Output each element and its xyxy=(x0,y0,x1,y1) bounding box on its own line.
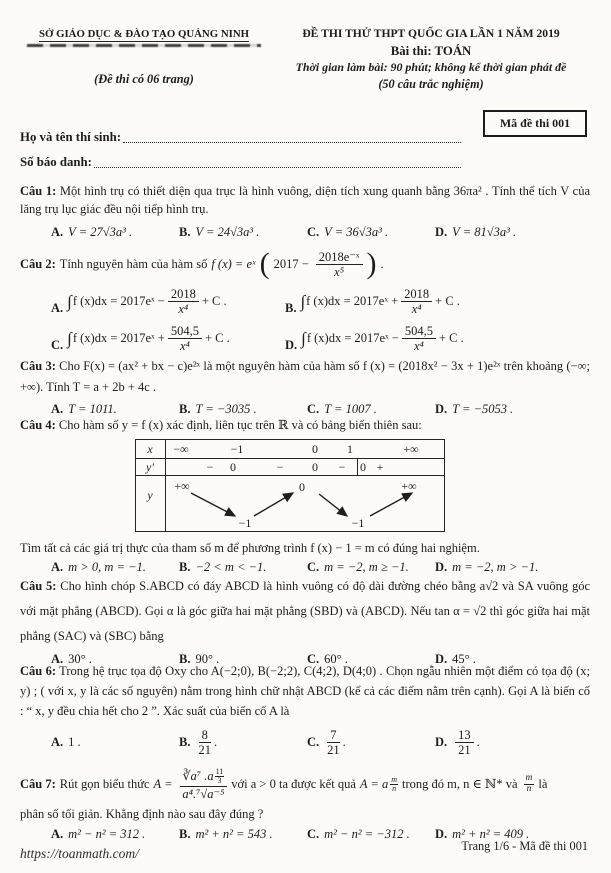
option-d xyxy=(435,560,563,575)
option-a xyxy=(51,287,285,316)
option-text: V = 27√3a³ . xyxy=(68,225,133,239)
question-text xyxy=(20,768,590,801)
options-row xyxy=(20,320,590,357)
sign: + xyxy=(376,459,384,474)
exponent-denominator: 3 xyxy=(217,776,222,786)
option-label: A. xyxy=(51,402,64,416)
option-label: A. xyxy=(51,225,64,239)
question-body: Trong hệ trục tọa độ Oxy cho A(−2;0), B(−2;2), C(4;2), D(4;0) . Chọn ngẫu nhiên một điểm có tọa độ (x; y) ; ( với x, y là các số nguyên) nằm trong hình chữ nhật ABCD (kể cả các điểm nằm trên cạnh). Gọi A là biến cố : “ x, y đều chia hết cho 2 ”. Xác suất của biến cố A là xyxy=(20,664,590,718)
x-value: −1 xyxy=(230,441,244,456)
scan-smudge-line xyxy=(27,44,261,47)
option-text: 30° . xyxy=(68,652,92,666)
candidate-id-label: Số báo danh: xyxy=(20,155,92,169)
question-number: Câu 7: xyxy=(20,776,56,791)
row-label-y: y xyxy=(147,487,153,502)
option-text: m² − n² = 312 . xyxy=(68,827,146,842)
option-text: T = 1007 . xyxy=(324,402,377,416)
option-text: m = −2, m > −1. xyxy=(452,560,539,574)
option-c xyxy=(51,324,285,353)
exponent-numerator: 11 xyxy=(215,767,224,776)
option-b xyxy=(179,402,307,417)
question-body: Một hình trụ có thiết diện qua trục là hình vuông, diện tích xung quanh bằng 36πa² . Tính thể tích V của lăng trụ lục giác đều nội tiếp hình trụ. xyxy=(20,184,591,216)
fraction xyxy=(168,324,202,353)
fraction-numerator: 2018 xyxy=(168,287,199,302)
option-text: f (x)dx = 2017eˣ − xyxy=(306,331,399,345)
option-text: m = −2, m ≥ −1. xyxy=(324,560,409,574)
fraction-denominator: 21 xyxy=(327,743,340,757)
candidate-name-label: Họ và tên thí sinh: xyxy=(20,130,121,144)
exponent-numerator: m xyxy=(391,774,398,784)
option-label: B. xyxy=(179,652,191,666)
question-body: Cho hình chóp S.ABCD có đáy ABCD là hình vuông có độ dài đường chéo bằng a√2 và SA vuông góc với mặt phẳng (ABCD). Gọi α là góc giữa hai mặt phẳng (SBD) và (ABCD). Nếu tan α = √2 thì góc giữa hai mặt phẳng (SAC) và (SBC) bằng xyxy=(20,579,590,643)
option-label: A. xyxy=(51,735,64,749)
row-label-y-prime: y' xyxy=(146,459,154,474)
result-exponent xyxy=(390,776,398,794)
option-a xyxy=(51,402,179,417)
x-value: −∞ xyxy=(173,441,189,456)
option-tail: + C . xyxy=(204,331,230,345)
exam-duration: Thời gian làm bài: 90 phút; không kể thời gian phát đề xyxy=(295,60,567,74)
option-text: m > 0, m = −1. xyxy=(68,560,146,574)
question-text-2: Tìm tất cả các giá trị thực của tham số m để phương trình f (x) − 1 = m có đúng hai nghiệm. xyxy=(20,540,480,555)
option-a xyxy=(51,735,179,750)
variation-table xyxy=(135,439,445,532)
fraction-denominator: x⁴ xyxy=(179,339,190,353)
question-body: Rút gọn biểu thức xyxy=(59,776,150,791)
fraction-numerator: 8 xyxy=(199,728,211,743)
option-text: 1 . xyxy=(68,735,81,749)
option-a xyxy=(51,560,179,575)
exam-format: (50 câu trắc nghiệm) xyxy=(378,76,484,91)
integral-sign: ∫ xyxy=(301,328,306,348)
fraction xyxy=(198,728,211,757)
fraction-numerator: 13 xyxy=(455,728,474,743)
arrow-down xyxy=(319,494,347,516)
result-expression: A = a xyxy=(359,776,389,791)
option-text: V = 81√3a³ . xyxy=(452,225,517,239)
tail-text: là xyxy=(538,776,548,791)
question-number: Câu 6: xyxy=(20,664,57,678)
sign: 0 xyxy=(360,459,366,474)
fraction xyxy=(327,728,340,757)
option-c xyxy=(307,402,435,417)
option-tail: . xyxy=(342,735,346,749)
option-text: f (x)dx = 2017eˣ + xyxy=(72,331,165,345)
option-text: T = 1011. xyxy=(68,402,117,416)
option-a xyxy=(51,225,179,240)
arrow-up xyxy=(254,493,293,516)
sign: − xyxy=(276,459,284,474)
option-d xyxy=(435,225,563,240)
question-text: Câu 2: Tính nguyên hàm của hàm số f (x) = eˣ ( 2017 − $\frac{\text{2018e⁻ˣ}}{\text{x⁵}}$ ) . xyxy=(20,246,384,280)
options-grid xyxy=(20,283,590,357)
row-label-x: x xyxy=(147,441,153,456)
option-text: T = −3035 . xyxy=(195,402,257,416)
lhs: A = xyxy=(153,776,173,791)
options-row xyxy=(20,560,590,575)
option-label: B. xyxy=(179,225,191,239)
option-label: A. xyxy=(51,301,64,315)
exam-title: ĐỀ THI THỬ THPT QUỐC GIA LẦN 1 NĂM 2019 xyxy=(302,27,560,40)
fraction-denominator: 21 xyxy=(198,743,211,757)
fraction-numerator xyxy=(180,768,228,787)
fraction-denominator: x⁴ xyxy=(413,339,424,353)
y-limit-right: +∞ xyxy=(401,478,417,493)
fraction-numerator: 504,5 xyxy=(402,324,436,339)
inner-expression: 2017 − xyxy=(273,257,309,271)
option-d xyxy=(435,728,563,757)
options-row xyxy=(20,283,590,320)
option-text: 45° . xyxy=(452,652,476,666)
integral-sign: ∫ xyxy=(67,328,72,348)
x-value: 0 xyxy=(312,441,318,456)
question-5 xyxy=(20,574,590,667)
numerator-text: ∛a⁷ .a xyxy=(182,769,214,783)
dotted-leader xyxy=(94,167,461,168)
option-d xyxy=(285,324,464,353)
option-text: T = −5053 . xyxy=(452,402,514,416)
option-b xyxy=(179,225,307,240)
page-indicator: Trang 1/6 - Mã đề thi 001 xyxy=(461,839,588,853)
option-label: D. xyxy=(285,338,298,352)
option-label: B. xyxy=(179,827,191,842)
question-number: Câu 5: xyxy=(20,579,57,593)
exam-subject: Bài thi: TOÁN xyxy=(390,43,472,58)
dotted-leader xyxy=(123,142,461,143)
option-c xyxy=(307,225,435,240)
option-label: D. xyxy=(435,735,448,749)
question-text-2: phân số tối giản. Khẳng định nào sau đây đúng ? xyxy=(20,806,264,821)
fraction-denominator: a⁴.⁷√a⁻⁵ xyxy=(182,786,225,801)
option-label: A. xyxy=(51,560,64,574)
sign: 0 xyxy=(312,459,318,474)
option-tail: + C . xyxy=(435,294,460,308)
question-4 xyxy=(20,417,590,575)
option-text: V = 36√3a³ . xyxy=(324,225,389,239)
sign: 0 xyxy=(230,459,236,474)
option-label: A. xyxy=(51,827,64,842)
exponent-fraction xyxy=(215,768,225,786)
question-text xyxy=(20,417,590,435)
option-d xyxy=(435,402,563,417)
integral-sign: ∫ xyxy=(300,291,306,311)
option-text: 90° . xyxy=(195,652,220,666)
option-label: B. xyxy=(179,735,191,749)
big-fraction xyxy=(180,768,228,801)
question-7 xyxy=(20,768,590,842)
option-tail: + C . xyxy=(438,331,464,345)
fraction xyxy=(402,324,436,353)
option-label: B. xyxy=(285,301,297,315)
integral-sign: ∫ xyxy=(67,291,72,311)
candidate-name-line xyxy=(20,130,461,145)
fraction xyxy=(455,728,474,757)
option-b xyxy=(179,827,307,842)
option-label: D. xyxy=(435,560,448,574)
option-b xyxy=(285,287,460,316)
question-number: Câu 3: xyxy=(20,359,56,373)
option-label: C. xyxy=(307,560,320,574)
option-label: B. xyxy=(179,402,191,416)
question-text xyxy=(20,183,590,218)
candidate-id-line xyxy=(20,155,461,170)
y-local-min: −1 xyxy=(238,515,252,530)
question-3 xyxy=(20,356,590,417)
exam-code-box: Mã đề thi 001 xyxy=(483,110,587,137)
question-body: Cho F(x) = (ax² + bx − c)e²ˣ là một nguyên hàm của hàm số f (x) = (2018x² − 3x + 1)e²ˣ trên khoảng (−∞; +∞). Tính T = a + 2b + 4c . xyxy=(20,359,590,394)
option-a xyxy=(51,827,179,842)
option-label: C. xyxy=(307,652,320,666)
fraction-numerator: 2018e⁻ˣ xyxy=(316,250,363,265)
option-label: D. xyxy=(435,402,448,416)
option-label: D. xyxy=(435,652,448,666)
options-row xyxy=(20,728,590,757)
option-tail: + C . xyxy=(201,294,227,308)
question-body: Cho hàm số y = f (x) xác định, liên tục trên ℝ và có bảng biến thiên sau: xyxy=(58,418,422,432)
option-label: C. xyxy=(307,225,320,239)
option-text: f (x)dx = 2017eˣ − xyxy=(72,294,165,308)
option-text: m² + n² = 543 . xyxy=(195,827,273,842)
options-row xyxy=(20,225,590,240)
question-body: Tính nguyên hàm của hàm số xyxy=(59,257,208,271)
option-b xyxy=(179,728,307,757)
option-label: B. xyxy=(179,560,191,574)
y-local-min: −1 xyxy=(351,515,365,530)
fraction-numerator: 7 xyxy=(327,728,339,743)
period: . xyxy=(380,257,384,271)
fraction xyxy=(316,250,363,279)
option-label: C. xyxy=(307,735,320,749)
source-url: https://toanmath.com/ xyxy=(20,846,139,861)
y-local-max: 0 xyxy=(299,479,305,494)
option-b xyxy=(179,560,307,575)
fraction-denominator: x⁴ xyxy=(411,302,422,316)
option-text: m² + n² = 409 . xyxy=(452,827,530,842)
question-number: Câu 4: xyxy=(20,418,56,432)
question-text xyxy=(20,574,590,649)
question-2 xyxy=(20,246,590,357)
fraction-numerator: m xyxy=(525,772,533,783)
fraction-denominator: x⁵ xyxy=(334,265,345,279)
department-name: SỞ GIÁO DỤC & ĐÀO TẠO QUẢNG NINH xyxy=(38,28,250,40)
option-label: A. xyxy=(51,652,64,666)
mid-text: với a > 0 ta được kết quả xyxy=(231,776,356,791)
pages-note: (Đề thi có 06 trang) xyxy=(94,72,194,86)
arrow-up xyxy=(370,493,412,516)
x-value: 1 xyxy=(347,441,353,456)
sign: − xyxy=(338,459,346,474)
fraction-denominator: x⁴ xyxy=(178,302,189,316)
option-text: V = 24√3a³ . xyxy=(195,225,260,239)
option-label: C. xyxy=(307,827,320,842)
option-c xyxy=(307,827,435,842)
option-text: −2 < m < −1. xyxy=(195,560,267,574)
fraction xyxy=(168,287,199,316)
x-value: +∞ xyxy=(403,441,419,456)
mn-fraction xyxy=(524,774,535,795)
option-label: C. xyxy=(51,338,64,352)
fraction-denominator: n xyxy=(526,783,532,794)
option-text: f (x)dx = 2017eˣ + xyxy=(306,294,399,308)
question-text xyxy=(20,356,590,398)
fraction-denominator: 21 xyxy=(458,743,471,757)
question-number: Câu 2: xyxy=(20,257,56,271)
option-text: m² − n² = −312 . xyxy=(324,827,410,842)
sign: − xyxy=(206,459,214,474)
option-tail: . xyxy=(213,735,218,749)
header-right xyxy=(266,26,596,92)
option-tail: . xyxy=(476,735,480,749)
arrow-down xyxy=(191,493,235,516)
exponent-denominator: n xyxy=(392,783,397,793)
question-text xyxy=(20,661,590,721)
y-limit-left: +∞ xyxy=(174,478,190,493)
option-label: D. xyxy=(435,827,448,842)
option-label: D. xyxy=(435,225,448,239)
question-6 xyxy=(20,661,590,757)
option-label: C. xyxy=(307,402,320,416)
question-1 xyxy=(20,183,590,240)
header-left xyxy=(18,26,270,87)
function-expression: f (x) = eˣ xyxy=(211,257,256,271)
option-text: 60° . xyxy=(324,652,348,666)
fraction-numerator: 504,5 xyxy=(168,324,202,339)
option-c xyxy=(307,728,435,757)
fraction-numerator: 2018 xyxy=(401,287,432,302)
question-number: Câu 1: xyxy=(20,184,57,198)
mid-text-2: trong đó m, n ∈ ℕ* và xyxy=(402,777,518,792)
options-row xyxy=(20,402,590,417)
fraction xyxy=(401,287,432,316)
option-c xyxy=(307,560,435,575)
